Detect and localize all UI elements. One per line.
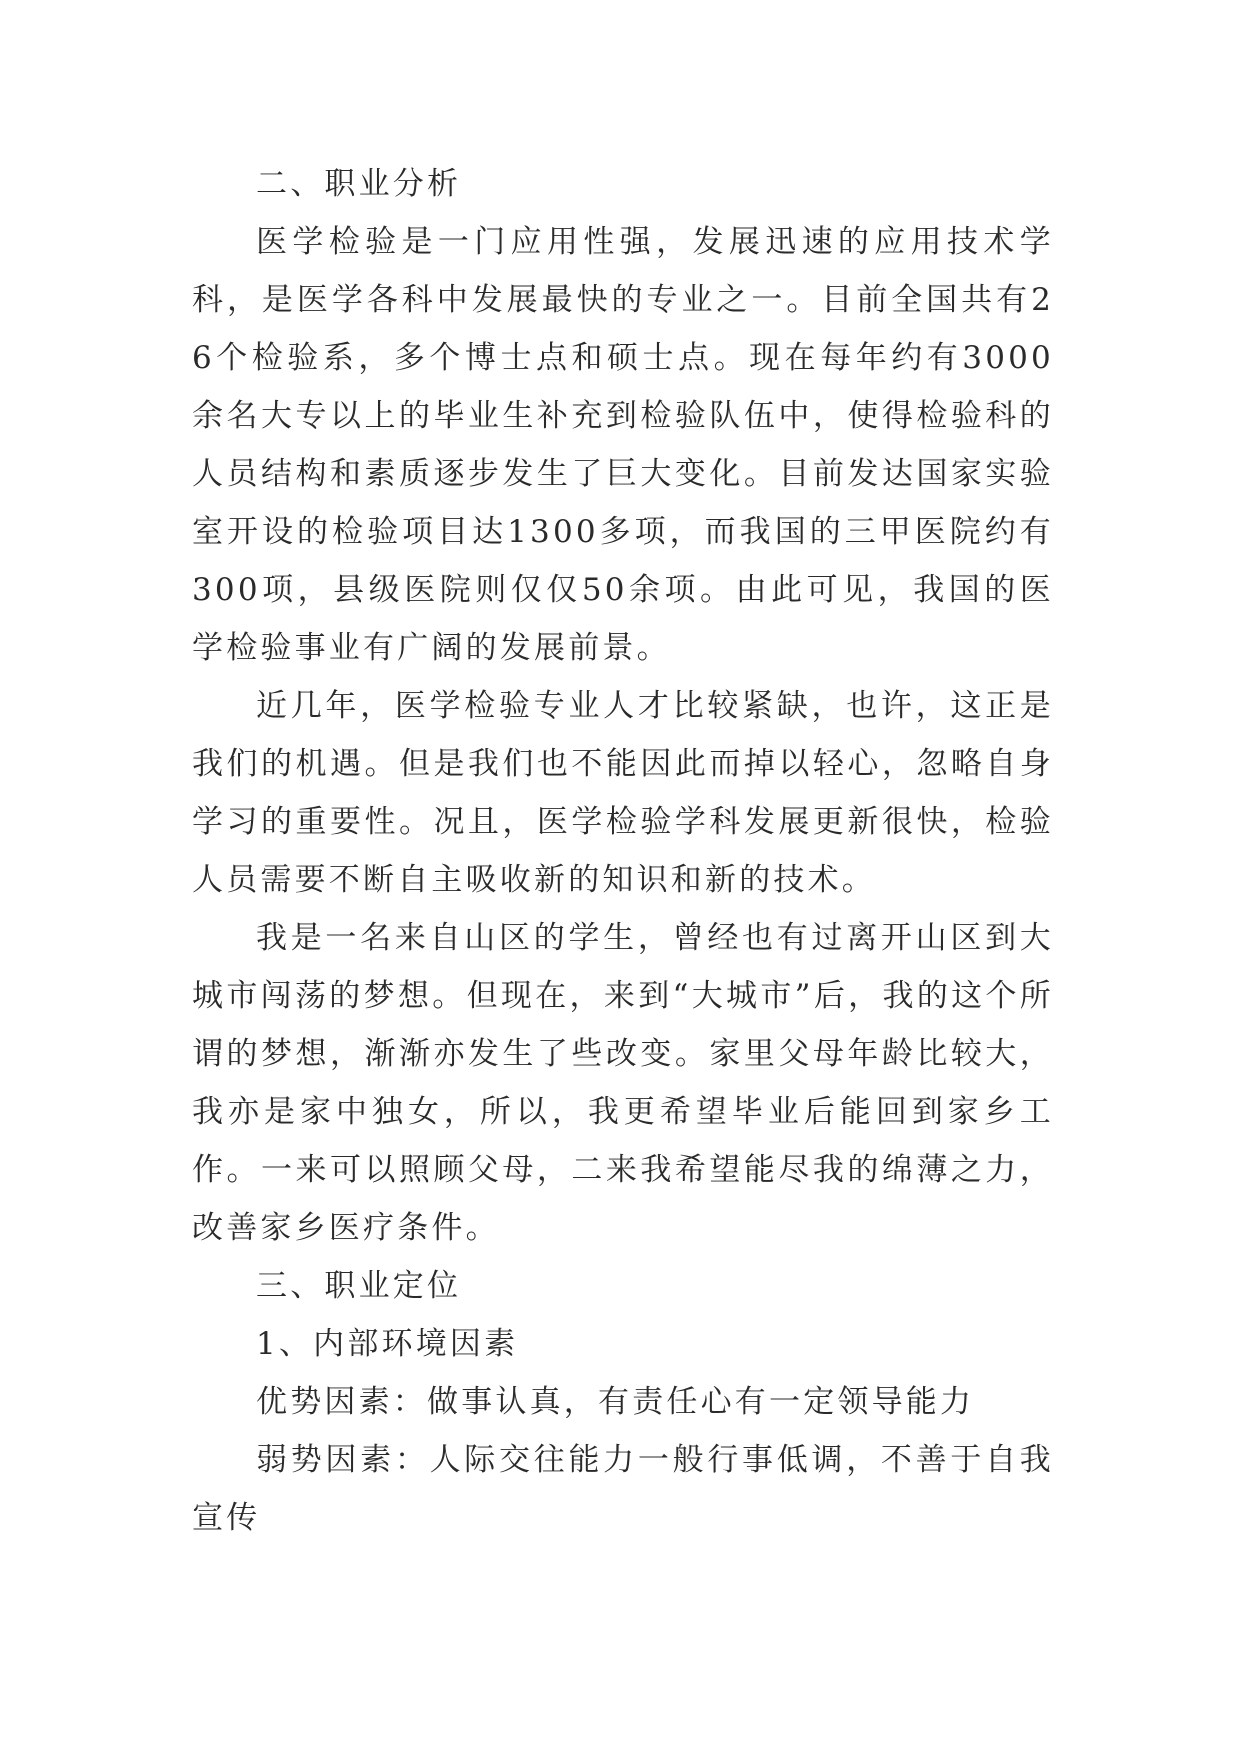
paragraph-personal-background: 我是一名来自山区的学生，曾经也有过离开山区到大城市闯荡的梦想。但现在，来到“大城市”后，我的这个所谓的梦想，渐渐亦发生了些改变。家里父母年龄比较大，我亦是家中独女，所以，我更希望毕业后能回到家乡工作。一来可以照顾父母，二来我希望能尽我的绵薄之力，改善家乡医疗条件。 [192, 920, 1054, 1246]
paragraph-medical-lab-overview: 医学检验是一门应用性强，发展迅速的应用技术学科，是医学各科中发展最快的专业之一。目前全国共有26个检验系，多个博士点和硕士点。现在每年约有3000余名大专以上的毕业生补充到检验队伍中，使得检验科的人员结构和素质逐步发生了巨大变化。目前发达国家实验室开设的检验项目达1300多项，而我国的三甲医院约有300项，县级医院则仅仅50余项。由此可见，我国的医学检验事业有广阔的发展前景。 [192, 224, 1054, 666]
subheading-internal-factors: 1、内部环境因素 [256, 1326, 519, 1362]
section-heading-career-analysis: 二、职业分析 [256, 166, 462, 202]
document-body [192, 155, 1054, 1547]
paragraph-talent-shortage: 近几年，医学检验专业人才比较紧缺，也许，这正是我们的机遇。但是我们也不能因此而掉以轻心，忽略自身学习的重要性。况且，医学检验学科发展更新很快，检验人员需要不断自主吸收新的知识和新的技术。 [192, 688, 1054, 898]
paragraph-weaknesses: 弱势因素：人际交往能力一般行事低调，不善于自我宣传 [192, 1442, 1054, 1536]
paragraph-strengths: 优势因素：做事认真，有责任心有一定领导能力 [256, 1384, 975, 1420]
section-heading-career-positioning: 三、职业定位 [256, 1268, 462, 1304]
